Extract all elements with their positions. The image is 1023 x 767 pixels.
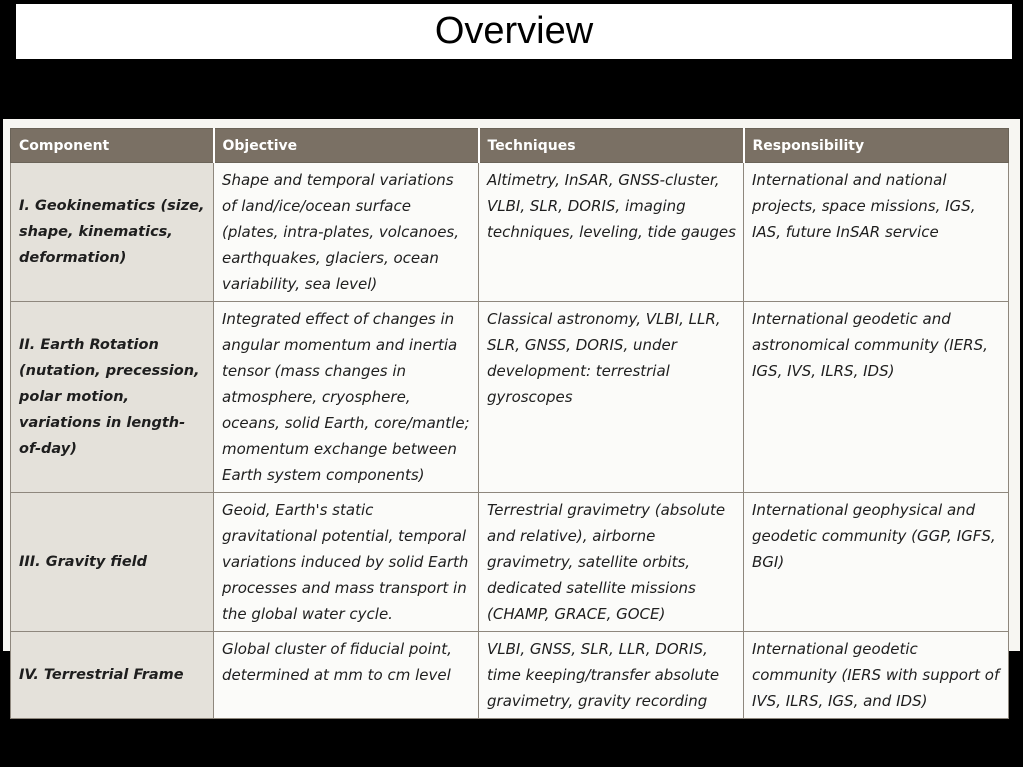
cell-responsibility: International geodetic and astronomical community (IERS, IGS, IVS, ILRS, IDS)	[744, 302, 1009, 493]
table-panel	[3, 119, 1020, 710]
cell-techniques: VLBI, GNSS, SLR, LLR, DORIS, time keeping/transfer absolute gravimetry, gravity recording	[479, 632, 744, 719]
cell-objective: Geoid, Earth's static gravitational potential, temporal variations induced by solid Earth processes and mass transport in the global water cycle.	[214, 493, 479, 632]
cell-component: II. Earth Rotation (nutation, precession, polar motion, variations in length-of-day)	[11, 302, 214, 493]
cell-techniques: Classical astronomy, VLBI, LLR, SLR, GNSS, DORIS, under development: terrestrial gyroscopes	[479, 302, 744, 493]
header-component: Component	[11, 129, 214, 163]
cell-objective: Global cluster of fiducial point, determined at mm to cm level	[214, 632, 479, 719]
slide-title-bar	[16, 4, 1012, 59]
cell-techniques: Altimetry, InSAR, GNSS-cluster, VLBI, SLR, DORIS, imaging techniques, leveling, tide gauges	[479, 163, 744, 302]
table-row	[11, 493, 1009, 632]
cell-responsibility: International geophysical and geodetic community (GGP, IGFS, BGI)	[744, 493, 1009, 632]
header-objective: Objective	[214, 129, 479, 163]
cell-responsibility: International and national projects, space missions, IGS, IAS, future InSAR service	[744, 163, 1009, 302]
cell-responsibility: International geodetic community (IERS with support of IVS, ILRS, IGS, and IDS)	[744, 632, 1009, 719]
cell-objective: Shape and temporal variations of land/ice/ocean surface (plates, intra-plates, volcanoes, earthquakes, glaciers, ocean variability, sea level)	[214, 163, 479, 302]
cell-component: III. Gravity field	[11, 493, 214, 632]
table-row	[11, 632, 1009, 719]
table-row	[11, 302, 1009, 493]
table-header-row	[11, 129, 1009, 163]
cell-objective: Integrated effect of changes in angular momentum and inertia tensor (mass changes in atmosphere, cryosphere, oceans, solid Earth, core/mantle; momentum exchange between Earth system components)	[214, 302, 479, 493]
header-techniques: Techniques	[479, 129, 744, 163]
cell-component: I. Geokinematics (size, shape, kinematics, deformation)	[11, 163, 214, 302]
geodesy-components-table	[10, 128, 1009, 719]
header-responsibility: Responsibility	[744, 129, 1009, 163]
slide-title: Overview	[434, 10, 594, 52]
cell-component: IV. Terrestrial Frame	[11, 632, 214, 719]
cell-techniques: Terrestrial gravimetry (absolute and relative), airborne gravimetry, satellite orbits, dedicated satellite missions (CHAMP, GRACE, GOCE)	[479, 493, 744, 632]
table-row	[11, 163, 1009, 302]
